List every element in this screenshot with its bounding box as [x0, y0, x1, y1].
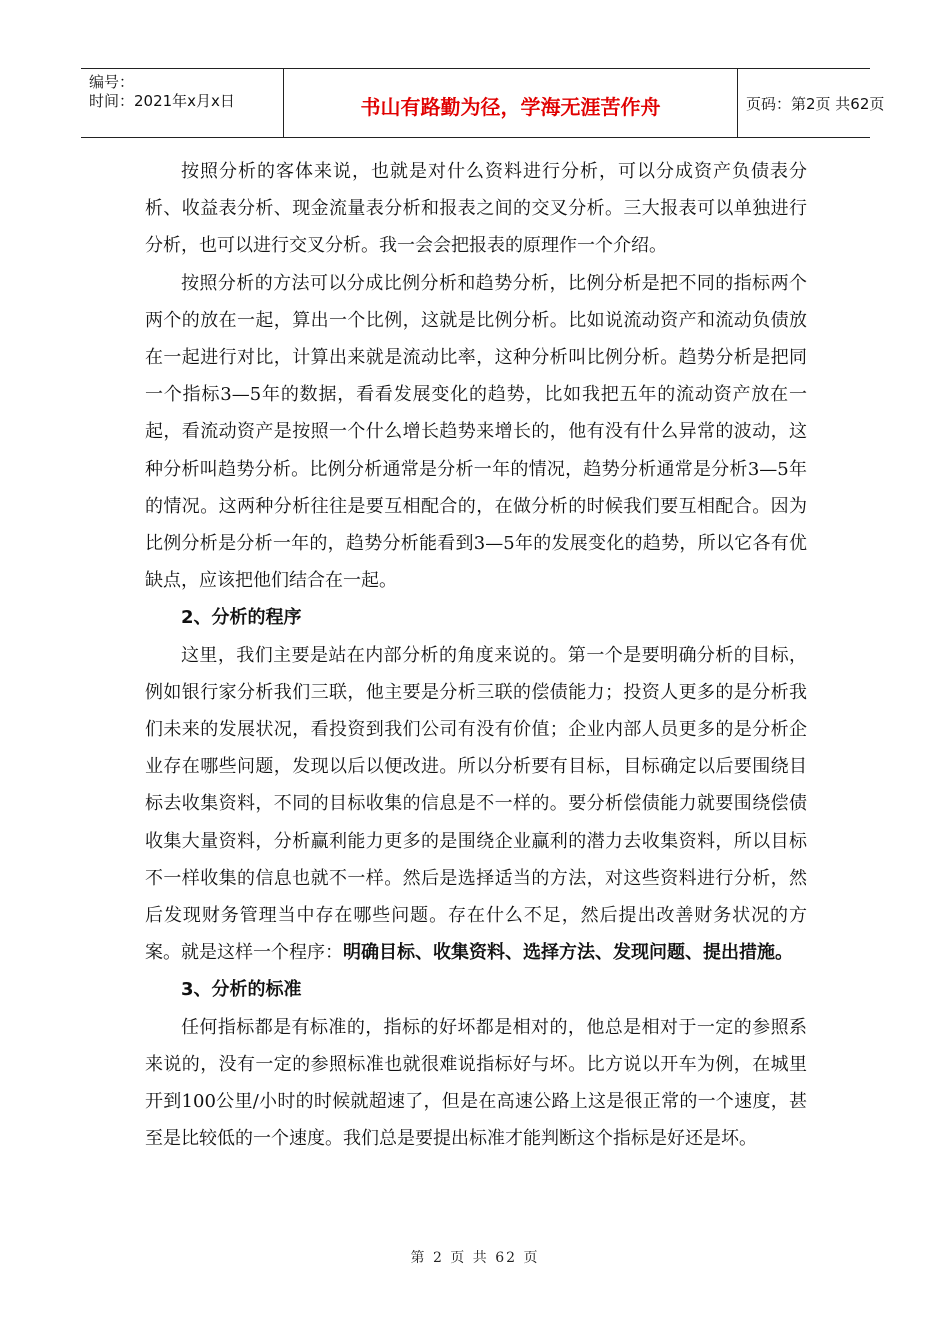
motto-text: 书山有路勤为径，学海无涯苦作舟 — [360, 95, 661, 119]
paragraph-object-analysis: 按照分析的客体来说，也就是对什么资料进行分析，可以分成资产负债表分析、收益表分析、现金流量表分析和报表之间的交叉分析。三大报表可以单独进行分析，也可以进行交叉分析。我一会会把报表的原理作一个介绍。 — [145, 161, 807, 257]
paragraph-procedure-text: 这里，我们主要是站在内部分析的角度来说的。第一个是要明确分析的目标，例如银行家分析我们三联，他主要是分析三联的偿债能力；投资人更多的是分析我们未来的发展状况，看投资到我们公司有没有价值；企业内部人员更多的是分析企业存在哪些问题，发现以后以便改进。所以分析要有目标，目标确定以后要围绕目标去收集资料，不同的目标收集的信息是不一样的。要分析偿债能力就要围绕偿债收集大量资料，分析赢利能力更多的是围绕企业赢利的潜力去收集资料，所以目标不一样收集的信息也就不一样。然后是选择适当的方法，对这些资料进行分析，然后发现财务管理当中存在哪些问题。存在什么不足，然后提出改善财务状况的方案。就是这样一个程序： — [145, 644, 807, 964]
page-code: 页码：第2页 共62页 — [746, 95, 885, 113]
paragraph-procedure-emphasis: 明确目标、收集资料、选择方法、发现问题、提出措施。 — [343, 942, 793, 964]
section-heading-standard: 3、分析的标准 — [181, 979, 302, 1001]
header-page-cell — [738, 69, 885, 137]
document-header — [81, 68, 885, 138]
header-motto-cell — [284, 69, 738, 137]
paragraph-procedure — [145, 637, 807, 972]
document-body — [145, 153, 807, 1157]
number-label: 编号： — [89, 73, 135, 91]
page-footer: 第 2 页 共 62 页 — [410, 1250, 540, 1266]
paragraph-standard: 任何指标都是有标准的，指标的好坏都是相对的，他总是相对于一定的参照系来说的，没有一定的参照标准也就很难说指标好与坏。比方说以开车为例，在城里开到100公里/小时的时候就超速了，但是在高速公路上这是很正常的一个速度，甚至是比较低的一个速度。我们总是要提出标准才能判断这个指标是好还是坏。 — [145, 1016, 807, 1150]
section-heading-procedure: 2、分析的程序 — [181, 607, 302, 629]
header-meta-cell — [81, 69, 284, 137]
time-label: 时间：2021年x月x日 — [89, 92, 235, 110]
paragraph-method-analysis: 按照分析的方法可以分成比例分析和趋势分析，比例分析是把不同的指标两个两个的放在一起，算出一个比例，这就是比例分析。比如说流动资产和流动负债放在一起进行对比，计算出来就是流动比率，这种分析叫比例分析。趋势分析是把同一个指标3—5年的数据，看看发展变化的趋势，比如我把五年的流动资产放在一起，看流动资产是按照一个什么增长趋势来增长的，他有没有什么异常的波动，这种分析叫趋势分析。比例分析通常是分析一年的情况，趋势分析通常是分析3—5年的情况。这两种分析往往是要互相配合的，在做分析的时候我们要互相配合。因为比例分析是分析一年的，趋势分析能看到3—5年的发展变化的趋势，所以它各有优缺点，应该把他们结合在一起。 — [145, 272, 807, 592]
